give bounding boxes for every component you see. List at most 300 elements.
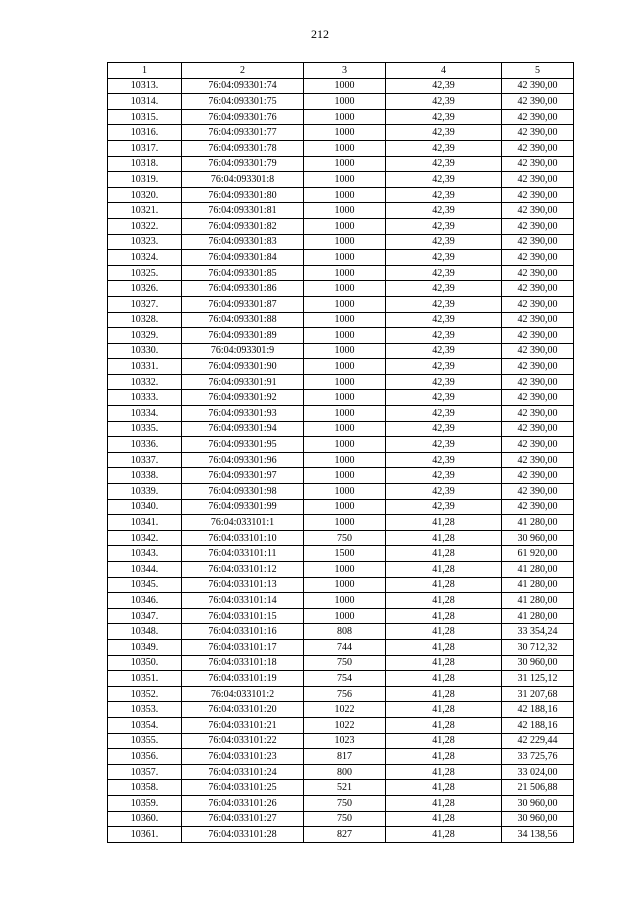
area-cell: 754 (304, 671, 386, 687)
amount-cell: 41 280,00 (502, 577, 574, 593)
area-cell: 800 (304, 764, 386, 780)
table-row (108, 515, 574, 531)
cadastral-number-cell: 76:04:033101:16 (182, 624, 304, 640)
table-row (108, 639, 574, 655)
rate-cell: 41,28 (386, 686, 502, 702)
amount-cell: 42 390,00 (502, 328, 574, 344)
table-row (108, 452, 574, 468)
row-number-cell: 10320. (108, 187, 182, 203)
amount-cell: 42 390,00 (502, 140, 574, 156)
rate-cell: 41,28 (386, 655, 502, 671)
amount-cell: 42 390,00 (502, 187, 574, 203)
area-cell: 817 (304, 749, 386, 765)
table-body (108, 78, 574, 842)
table-row (108, 156, 574, 172)
rate-cell: 41,28 (386, 624, 502, 640)
area-cell: 1000 (304, 499, 386, 515)
rate-cell: 41,28 (386, 780, 502, 796)
table-row (108, 593, 574, 609)
amount-cell: 42 390,00 (502, 296, 574, 312)
cadastral-number-cell: 76:04:093301:74 (182, 78, 304, 94)
cadastral-number-cell: 76:04:033101:11 (182, 546, 304, 562)
row-number-cell: 10357. (108, 764, 182, 780)
amount-cell: 42 390,00 (502, 234, 574, 250)
cadastral-number-cell: 76:04:093301:78 (182, 140, 304, 156)
amount-cell: 42 390,00 (502, 172, 574, 188)
rate-cell: 42,39 (386, 499, 502, 515)
area-cell: 1000 (304, 312, 386, 328)
area-cell: 1000 (304, 265, 386, 281)
cadastral-number-cell: 76:04:033101:15 (182, 608, 304, 624)
rate-cell: 42,39 (386, 125, 502, 141)
cadastral-number-cell: 76:04:093301:85 (182, 265, 304, 281)
cadastral-number-cell: 76:04:093301:76 (182, 109, 304, 125)
row-number-cell: 10350. (108, 655, 182, 671)
area-cell: 1023 (304, 733, 386, 749)
area-cell: 750 (304, 530, 386, 546)
rate-cell: 42,39 (386, 218, 502, 234)
area-cell: 1000 (304, 125, 386, 141)
row-number-cell: 10342. (108, 530, 182, 546)
cadastral-number-cell: 76:04:033101:10 (182, 530, 304, 546)
area-cell: 1000 (304, 468, 386, 484)
row-number-cell: 10322. (108, 218, 182, 234)
table-row (108, 343, 574, 359)
amount-cell: 42 390,00 (502, 265, 574, 281)
row-number-cell: 10313. (108, 78, 182, 94)
cadastral-number-cell: 76:04:093301:97 (182, 468, 304, 484)
cadastral-number-cell: 76:04:033101:19 (182, 671, 304, 687)
table-row (108, 390, 574, 406)
table-row (108, 312, 574, 328)
table-row (108, 94, 574, 110)
row-number-cell: 10355. (108, 733, 182, 749)
cadastral-number-cell: 76:04:093301:79 (182, 156, 304, 172)
row-number-cell: 10329. (108, 328, 182, 344)
cadastral-number-cell: 76:04:093301:82 (182, 218, 304, 234)
table-row (108, 374, 574, 390)
amount-cell: 42 390,00 (502, 218, 574, 234)
table-row (108, 218, 574, 234)
cadastral-number-cell: 76:04:033101:28 (182, 827, 304, 843)
rate-cell: 42,39 (386, 281, 502, 297)
amount-cell: 42 390,00 (502, 203, 574, 219)
amount-cell: 34 138,56 (502, 827, 574, 843)
column-header-4: 4 (386, 63, 502, 79)
area-cell: 521 (304, 780, 386, 796)
area-cell: 756 (304, 686, 386, 702)
amount-cell: 42 390,00 (502, 437, 574, 453)
table-row (108, 140, 574, 156)
rate-cell: 42,39 (386, 421, 502, 437)
cadastral-number-cell: 76:04:093301:95 (182, 437, 304, 453)
row-number-cell: 10348. (108, 624, 182, 640)
row-number-cell: 10344. (108, 562, 182, 578)
row-number-cell: 10353. (108, 702, 182, 718)
rate-cell: 42,39 (386, 343, 502, 359)
table-row (108, 265, 574, 281)
area-cell: 1000 (304, 374, 386, 390)
cadastral-number-cell: 76:04:093301:83 (182, 234, 304, 250)
amount-cell: 42 390,00 (502, 468, 574, 484)
rate-cell: 42,39 (386, 234, 502, 250)
area-cell: 750 (304, 655, 386, 671)
rate-cell: 42,39 (386, 452, 502, 468)
row-number-cell: 10351. (108, 671, 182, 687)
row-number-cell: 10340. (108, 499, 182, 515)
amount-cell: 41 280,00 (502, 562, 574, 578)
area-cell: 1000 (304, 109, 386, 125)
area-cell: 1000 (304, 234, 386, 250)
rate-cell: 41,28 (386, 530, 502, 546)
table-row (108, 577, 574, 593)
table-row (108, 717, 574, 733)
cadastral-number-cell: 76:04:033101:18 (182, 655, 304, 671)
area-cell: 1000 (304, 156, 386, 172)
column-header-5: 5 (502, 63, 574, 79)
cadastral-number-cell: 76:04:093301:8 (182, 172, 304, 188)
amount-cell: 42 229,44 (502, 733, 574, 749)
rate-cell: 42,39 (386, 390, 502, 406)
table-row (108, 624, 574, 640)
row-number-cell: 10360. (108, 811, 182, 827)
cadastral-number-cell: 76:04:093301:88 (182, 312, 304, 328)
row-number-cell: 10328. (108, 312, 182, 328)
row-number-cell: 10356. (108, 749, 182, 765)
rate-cell: 41,28 (386, 795, 502, 811)
rate-cell: 41,28 (386, 577, 502, 593)
rate-cell: 42,39 (386, 203, 502, 219)
cadastral-number-cell: 76:04:093301:90 (182, 359, 304, 375)
cadastral-number-cell: 76:04:033101:23 (182, 749, 304, 765)
table-row (108, 795, 574, 811)
table-row (108, 203, 574, 219)
rate-cell: 41,28 (386, 717, 502, 733)
cadastral-number-cell: 76:04:033101:2 (182, 686, 304, 702)
table-row (108, 234, 574, 250)
cadastral-number-cell: 76:04:033101:25 (182, 780, 304, 796)
cadastral-number-cell: 76:04:093301:96 (182, 452, 304, 468)
cadastral-number-cell: 76:04:033101:24 (182, 764, 304, 780)
rate-cell: 42,39 (386, 374, 502, 390)
amount-cell: 33 725,76 (502, 749, 574, 765)
rate-cell: 41,28 (386, 546, 502, 562)
cadastral-number-cell: 76:04:033101:20 (182, 702, 304, 718)
cadastral-number-cell: 76:04:033101:22 (182, 733, 304, 749)
area-cell: 1000 (304, 515, 386, 531)
rate-cell: 42,39 (386, 265, 502, 281)
area-cell: 1000 (304, 296, 386, 312)
cadastral-number-cell: 76:04:093301:77 (182, 125, 304, 141)
row-number-cell: 10361. (108, 827, 182, 843)
amount-cell: 30 960,00 (502, 655, 574, 671)
amount-cell: 42 390,00 (502, 374, 574, 390)
row-number-cell: 10318. (108, 156, 182, 172)
rate-cell: 41,28 (386, 764, 502, 780)
amount-cell: 42 188,16 (502, 702, 574, 718)
row-number-cell: 10333. (108, 390, 182, 406)
area-cell: 1000 (304, 281, 386, 297)
area-cell: 1000 (304, 421, 386, 437)
rate-cell: 42,39 (386, 172, 502, 188)
row-number-cell: 10337. (108, 452, 182, 468)
table-row (108, 530, 574, 546)
table-row (108, 359, 574, 375)
cadastral-number-cell: 76:04:033101:21 (182, 717, 304, 733)
area-cell: 750 (304, 811, 386, 827)
column-header-1: 1 (108, 63, 182, 79)
rate-cell: 41,28 (386, 702, 502, 718)
amount-cell: 31 125,12 (502, 671, 574, 687)
rate-cell: 42,39 (386, 359, 502, 375)
rate-cell: 42,39 (386, 468, 502, 484)
cadastral-number-cell: 76:04:093301:98 (182, 484, 304, 500)
table-row (108, 562, 574, 578)
cadastral-number-cell: 76:04:033101:14 (182, 593, 304, 609)
rate-cell: 42,39 (386, 187, 502, 203)
rate-cell: 41,28 (386, 515, 502, 531)
table-row (108, 827, 574, 843)
cadastral-number-cell: 76:04:033101:12 (182, 562, 304, 578)
row-number-cell: 10346. (108, 593, 182, 609)
cadastral-number-cell: 76:04:093301:99 (182, 499, 304, 515)
amount-cell: 42 390,00 (502, 499, 574, 515)
amount-cell: 30 960,00 (502, 811, 574, 827)
row-number-cell: 10319. (108, 172, 182, 188)
amount-cell: 30 712,32 (502, 639, 574, 655)
table-row (108, 499, 574, 515)
table-row (108, 172, 574, 188)
rate-cell: 41,28 (386, 811, 502, 827)
area-cell: 1000 (304, 187, 386, 203)
table-row (108, 733, 574, 749)
rate-cell: 41,28 (386, 639, 502, 655)
amount-cell: 41 280,00 (502, 593, 574, 609)
cadastral-number-cell: 76:04:093301:91 (182, 374, 304, 390)
amount-cell: 33 354,24 (502, 624, 574, 640)
area-cell: 1000 (304, 484, 386, 500)
table-row (108, 250, 574, 266)
row-number-cell: 10314. (108, 94, 182, 110)
table-row (108, 109, 574, 125)
cadastral-number-cell: 76:04:033101:1 (182, 515, 304, 531)
cadastral-number-cell: 76:04:093301:84 (182, 250, 304, 266)
amount-cell: 33 024,00 (502, 764, 574, 780)
column-header-3: 3 (304, 63, 386, 79)
table-row (108, 187, 574, 203)
page-number: 212 (311, 27, 329, 41)
table-row (108, 608, 574, 624)
area-cell: 1000 (304, 94, 386, 110)
amount-cell: 42 390,00 (502, 78, 574, 94)
rate-cell: 41,28 (386, 733, 502, 749)
table-row (108, 749, 574, 765)
area-cell: 1022 (304, 717, 386, 733)
table-row (108, 655, 574, 671)
cadastral-number-cell: 76:04:033101:26 (182, 795, 304, 811)
table-row (108, 125, 574, 141)
row-number-cell: 10352. (108, 686, 182, 702)
amount-cell: 42 390,00 (502, 156, 574, 172)
rate-cell: 42,39 (386, 484, 502, 500)
row-number-cell: 10335. (108, 421, 182, 437)
rate-cell: 42,39 (386, 406, 502, 422)
area-cell: 1000 (304, 406, 386, 422)
row-number-cell: 10358. (108, 780, 182, 796)
rate-cell: 42,39 (386, 328, 502, 344)
row-number-cell: 10331. (108, 359, 182, 375)
row-number-cell: 10341. (108, 515, 182, 531)
table-row (108, 296, 574, 312)
amount-cell: 42 390,00 (502, 250, 574, 266)
table-row (108, 281, 574, 297)
row-number-cell: 10327. (108, 296, 182, 312)
row-number-cell: 10317. (108, 140, 182, 156)
area-cell: 1000 (304, 593, 386, 609)
amount-cell: 31 207,68 (502, 686, 574, 702)
rate-cell: 42,39 (386, 156, 502, 172)
area-cell: 1000 (304, 218, 386, 234)
area-cell: 1000 (304, 78, 386, 94)
row-number-cell: 10324. (108, 250, 182, 266)
table-row (108, 671, 574, 687)
table-header-row (108, 63, 574, 79)
area-cell: 1022 (304, 702, 386, 718)
data-table (107, 62, 574, 843)
rate-cell: 42,39 (386, 109, 502, 125)
row-number-cell: 10354. (108, 717, 182, 733)
amount-cell: 41 280,00 (502, 608, 574, 624)
amount-cell: 42 390,00 (502, 343, 574, 359)
cadastral-number-cell: 76:04:093301:92 (182, 390, 304, 406)
table-row (108, 811, 574, 827)
table-row (108, 546, 574, 562)
cadastral-number-cell: 76:04:093301:93 (182, 406, 304, 422)
cadastral-number-cell: 76:04:093301:87 (182, 296, 304, 312)
row-number-cell: 10325. (108, 265, 182, 281)
table-row (108, 421, 574, 437)
area-cell: 1000 (304, 343, 386, 359)
area-cell: 1000 (304, 577, 386, 593)
area-cell: 1000 (304, 452, 386, 468)
table-row (108, 78, 574, 94)
amount-cell: 41 280,00 (502, 515, 574, 531)
rate-cell: 41,28 (386, 593, 502, 609)
cadastral-number-cell: 76:04:093301:80 (182, 187, 304, 203)
rate-cell: 42,39 (386, 78, 502, 94)
row-number-cell: 10339. (108, 484, 182, 500)
table-row (108, 686, 574, 702)
amount-cell: 42 188,16 (502, 717, 574, 733)
row-number-cell: 10321. (108, 203, 182, 219)
area-cell: 1000 (304, 172, 386, 188)
table-row (108, 780, 574, 796)
row-number-cell: 10332. (108, 374, 182, 390)
cadastral-number-cell: 76:04:093301:9 (182, 343, 304, 359)
rate-cell: 41,28 (386, 608, 502, 624)
cadastral-number-cell: 76:04:033101:17 (182, 639, 304, 655)
cadastral-number-cell: 76:04:093301:89 (182, 328, 304, 344)
table-row (108, 702, 574, 718)
amount-cell: 42 390,00 (502, 390, 574, 406)
rate-cell: 41,28 (386, 827, 502, 843)
area-cell: 1000 (304, 140, 386, 156)
area-cell: 1000 (304, 437, 386, 453)
table-row (108, 764, 574, 780)
row-number-cell: 10349. (108, 639, 182, 655)
row-number-cell: 10343. (108, 546, 182, 562)
rate-cell: 42,39 (386, 437, 502, 453)
table-row (108, 406, 574, 422)
amount-cell: 42 390,00 (502, 312, 574, 328)
area-cell: 1000 (304, 608, 386, 624)
table-row (108, 484, 574, 500)
table-row (108, 328, 574, 344)
cadastral-number-cell: 76:04:033101:27 (182, 811, 304, 827)
row-number-cell: 10323. (108, 234, 182, 250)
row-number-cell: 10347. (108, 608, 182, 624)
row-number-cell: 10326. (108, 281, 182, 297)
amount-cell: 42 390,00 (502, 406, 574, 422)
rate-cell: 41,28 (386, 562, 502, 578)
cadastral-number-cell: 76:04:093301:94 (182, 421, 304, 437)
amount-cell: 42 390,00 (502, 94, 574, 110)
cadastral-number-cell: 76:04:093301:81 (182, 203, 304, 219)
amount-cell: 42 390,00 (502, 125, 574, 141)
row-number-cell: 10316. (108, 125, 182, 141)
column-header-2: 2 (182, 63, 304, 79)
table-row (108, 437, 574, 453)
amount-cell: 42 390,00 (502, 109, 574, 125)
rate-cell: 42,39 (386, 296, 502, 312)
rate-cell: 42,39 (386, 140, 502, 156)
row-number-cell: 10345. (108, 577, 182, 593)
area-cell: 1500 (304, 546, 386, 562)
amount-cell: 30 960,00 (502, 530, 574, 546)
area-cell: 1000 (304, 359, 386, 375)
row-number-cell: 10334. (108, 406, 182, 422)
rate-cell: 42,39 (386, 312, 502, 328)
rate-cell: 42,39 (386, 250, 502, 266)
table-row (108, 468, 574, 484)
area-cell: 1000 (304, 328, 386, 344)
amount-cell: 61 920,00 (502, 546, 574, 562)
area-cell: 1000 (304, 390, 386, 406)
row-number-cell: 10338. (108, 468, 182, 484)
amount-cell: 42 390,00 (502, 484, 574, 500)
amount-cell: 42 390,00 (502, 281, 574, 297)
row-number-cell: 10359. (108, 795, 182, 811)
area-cell: 808 (304, 624, 386, 640)
cadastral-number-cell: 76:04:033101:13 (182, 577, 304, 593)
area-cell: 1000 (304, 562, 386, 578)
amount-cell: 42 390,00 (502, 452, 574, 468)
row-number-cell: 10315. (108, 109, 182, 125)
rate-cell: 42,39 (386, 94, 502, 110)
cadastral-number-cell: 76:04:093301:86 (182, 281, 304, 297)
cadastral-number-cell: 76:04:093301:75 (182, 94, 304, 110)
row-number-cell: 10336. (108, 437, 182, 453)
rate-cell: 41,28 (386, 749, 502, 765)
area-cell: 1000 (304, 250, 386, 266)
area-cell: 744 (304, 639, 386, 655)
amount-cell: 42 390,00 (502, 359, 574, 375)
area-cell: 750 (304, 795, 386, 811)
rate-cell: 41,28 (386, 671, 502, 687)
amount-cell: 30 960,00 (502, 795, 574, 811)
area-cell: 827 (304, 827, 386, 843)
amount-cell: 21 506,88 (502, 780, 574, 796)
